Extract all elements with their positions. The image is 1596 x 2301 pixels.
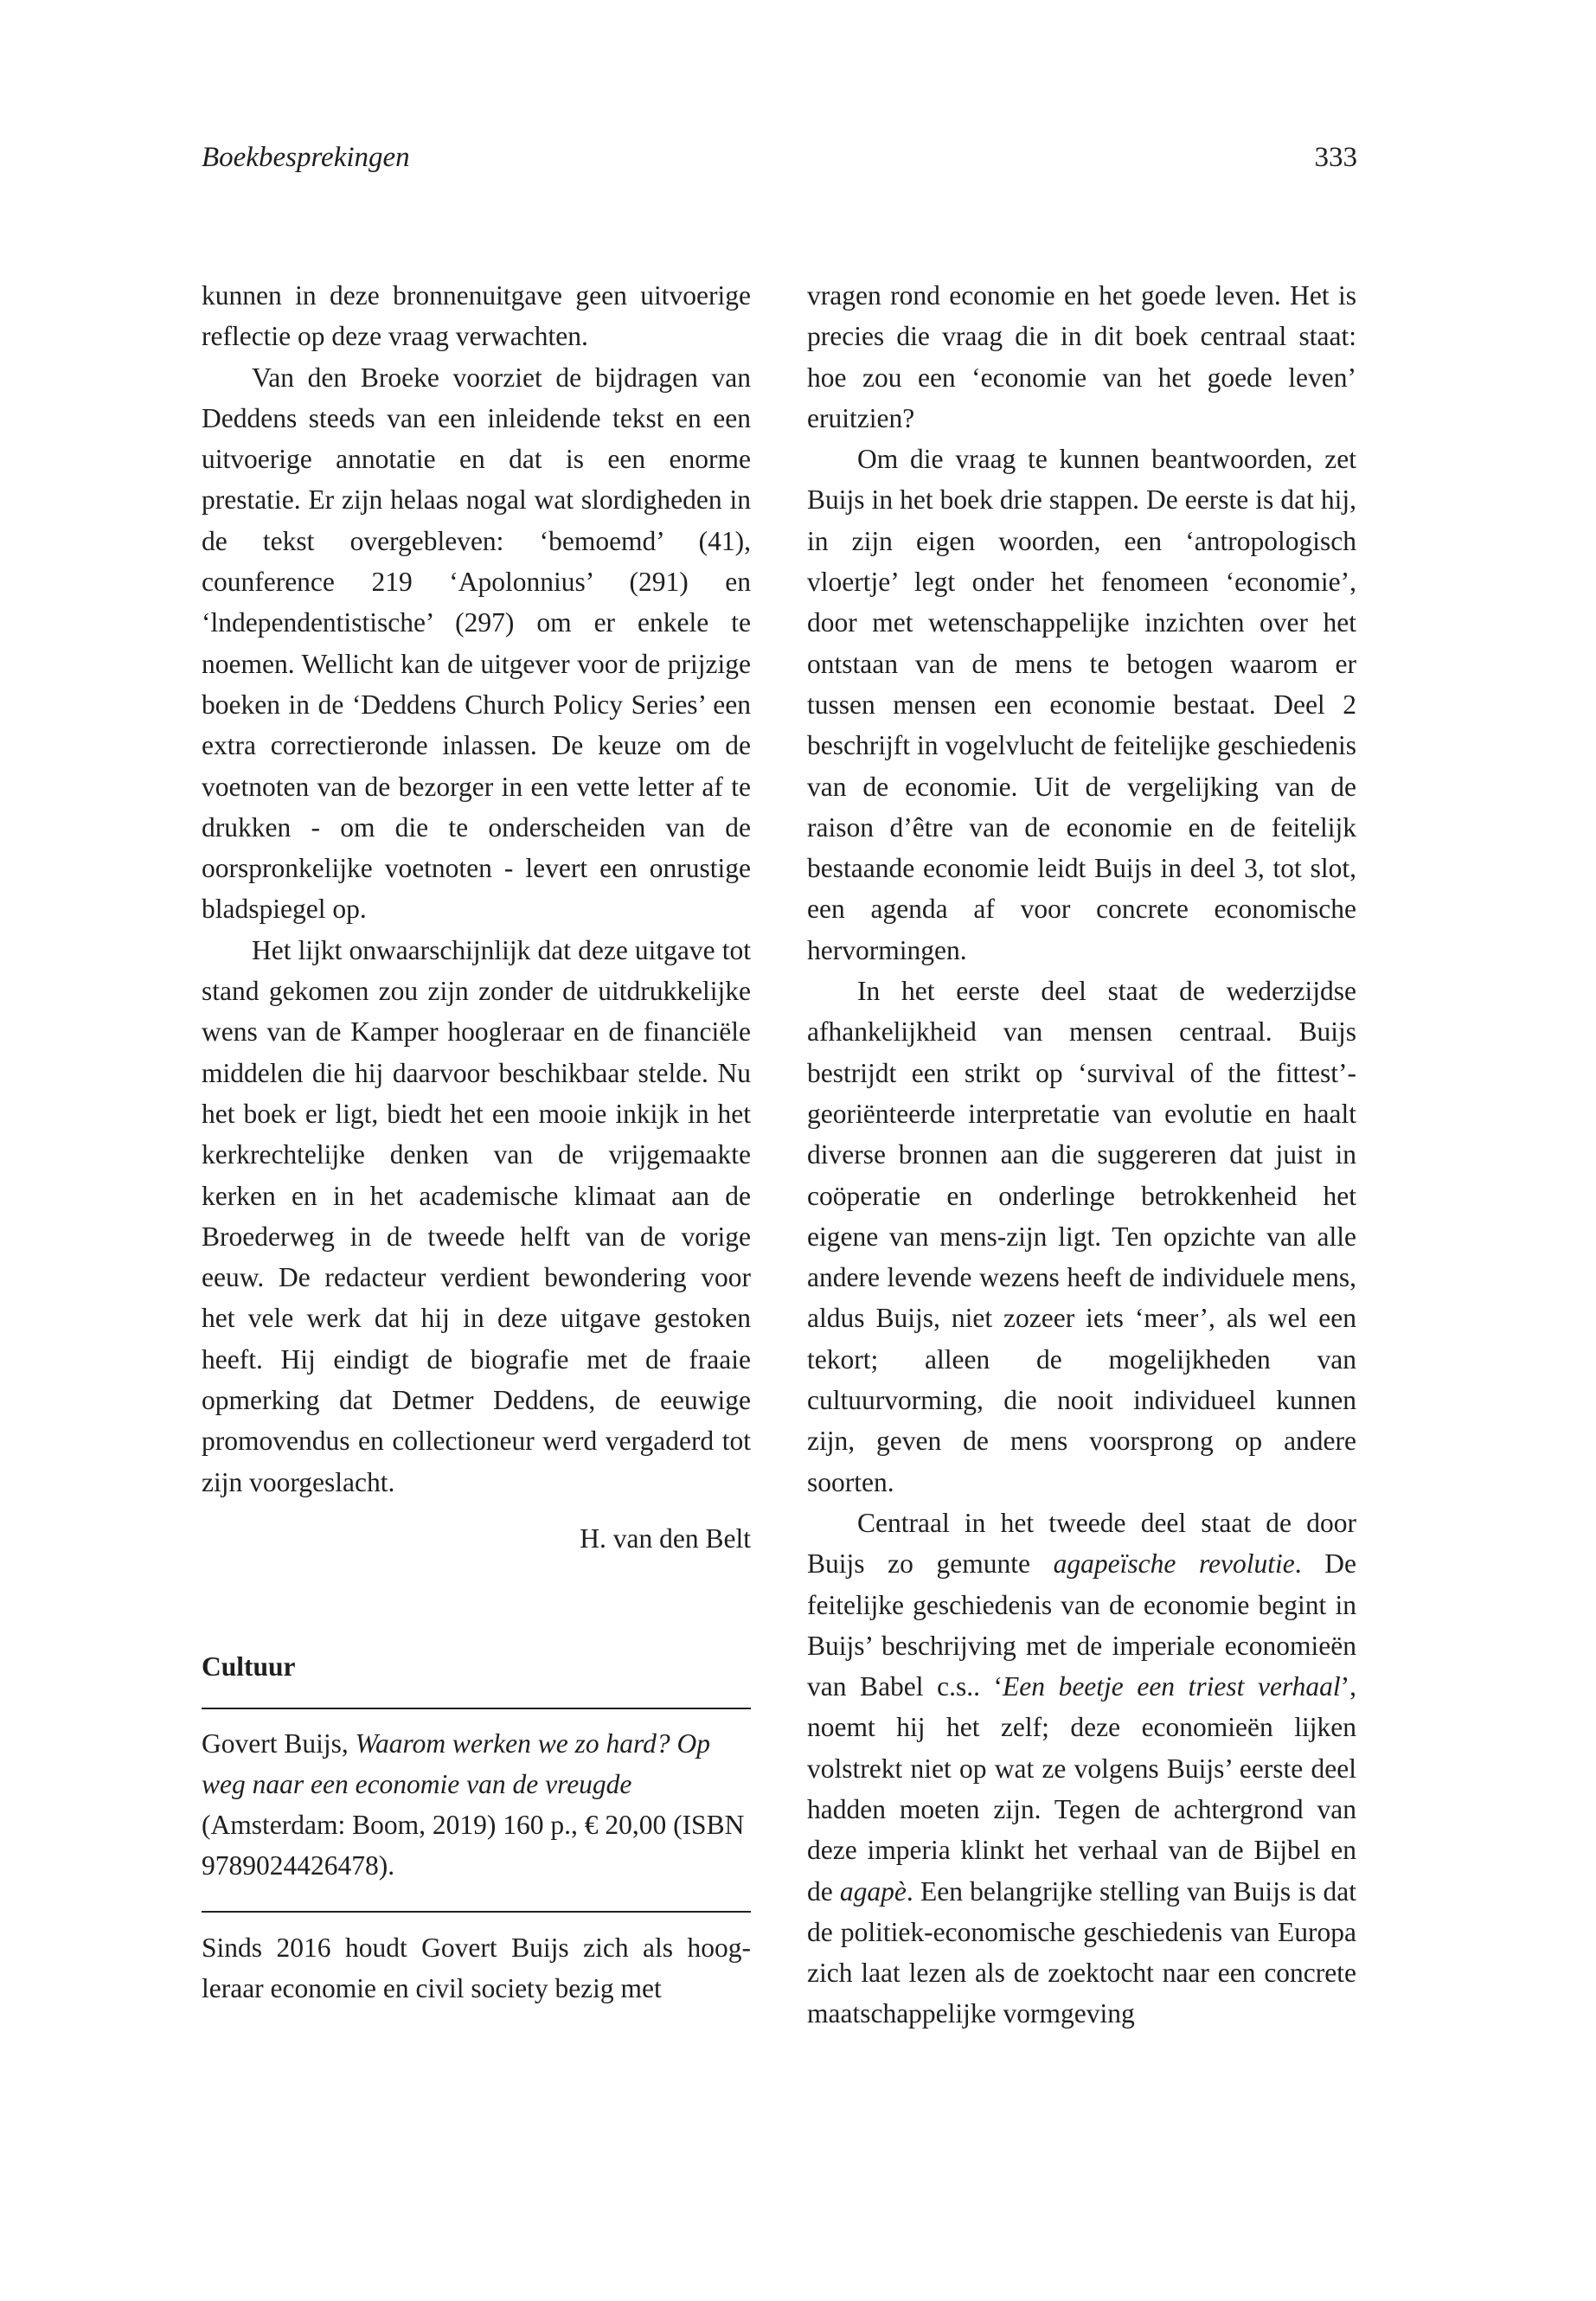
text-run: ’, noemt hij het zelf; deze economieën lijken volstrekt niet op wat ze volgens Buijs’ eerste deel hadden moeten zijn. Tegen de achtergrond van deze imperia klinkt het verhaal van de Bijbel en de [807, 1671, 1356, 1907]
running-title: Boekbesprekingen [202, 142, 410, 173]
paragraph: kunnen in deze bronnenuitgave geen uitvoerige reflectie op deze vraag verwachten. [202, 280, 751, 352]
book-title: Waarom werken we zo hard? Op weg naar een economie van de vreugde [202, 1727, 710, 1799]
paragraph: Om die vraag te kunnen beantwoorden, zet Buijs in het boek drie stappen. De eerste is dat hij, in zijn eigen woorden, een ‘antropologisch vloertje’ legt onder het fenomeen ‘economie’, door met wetenschappelijke inzichten over het ontstaan van de mens te betogen waarom er tussen mensen een economie bestaat. Deel 2 beschrijft in vogelvlucht de feitelijke geschiedenis van de economie. Uit de vergelijking van de raison d’être van de economie en de feitelijk bestaande economie leidt Buijs in deel 3, tot slot, een agenda af voor concrete economische hervormingen. [807, 444, 1356, 965]
italic-quote: Een beetje een triest verhaal [1003, 1671, 1341, 1702]
paragraph: vragen rond economie en het goede leven. Het is precies die vraag die in dit boek centraal staat: hoe zou een ‘economie van het goede leven’ eruitzien? [807, 280, 1356, 433]
paragraph: Van den Broeke voorziet de bijdragen van Deddens steeds van een inleidende tekst en een uitvoerige annotatie en dat is een enorme prestatie. Er zijn helaas nogal wat slordigheden in de tekst overgebleven: ‘bemoemd’ (41), counference 219 ‘Apolonnius’ (291) en ‘lndependentistische’ (297) om er enkele te noemen. Wellicht kan de uitgever voor de prijzige boeken in de ‘Deddens Church Policy Series’ een extra correctieronde inlassen. De keuze om de voetnoten van de bezorger in een vette letter af te drukken - om die te onderscheiden van de oorspronkelijke voetnoten - levert een onrustige bladspiegel op. [202, 362, 751, 925]
italic-term: agapeïsche revolutie [1053, 1548, 1295, 1580]
left-column [202, 275, 751, 2009]
page-number: 333 [1314, 142, 1357, 173]
book-publication: (Amsterdam: Boom, 2019) 160 p., € 20,00 (ISBN 9789024426478). [202, 1810, 745, 1881]
italic-term: agapè [839, 1875, 907, 1907]
text-run: . De feitelijke geschiedenis van de economie begint in Buijs’ beschrijving met de imperiale economieën van Babel c.s.. ‘ [807, 1548, 1356, 1702]
text-run: . Een belangrijke stelling van Buijs is dat de politiek-economische geschiedenis van Europa zich laat lezen als de zoektocht naar een concrete maatschappelijke vormgeving [807, 1875, 1356, 2029]
reviewer-signature: H. van den Belt [580, 1522, 751, 1554]
book-author: Govert Buijs, [202, 1727, 356, 1759]
text-run: Centraal in het tweede deel staat de door Buijs zo gemunte [807, 1507, 1356, 1580]
book-reference [202, 1709, 751, 1911]
paragraph: In het eerste deel staat de wederzijdse afhankelijkheid van mensen centraal. Buijs bestrijdt een strikt op ‘survival of the fittest’-georiënteerde interpretatie van evolutie en haalt diverse bronnen aan die suggereren dat juist in coöperatie en onderlinge betrokkenheid het eigene van mens-zijn ligt. Ten opzichte van alle andere levende wezens heeft de individuele mens, aldus Buijs, niet zozeer iets ‘meer’, als wel een tekort; alleen de mogelijkheden van cultuurvorming, die nooit individueel kunnen zijn, geven de mens voorsprong op andere soorten. [807, 976, 1356, 1497]
section-heading: Cultuur [202, 1651, 296, 1682]
paragraph: Het lijkt onwaarschijnlijk dat deze uitgave tot stand gekomen zou zijn zonder de uitdrukkelijke wens van de Kamper hoogleraar en de financiële middelen die hij daarvoor beschikbaar stelde. Nu het boek er ligt, biedt het een mooie inkijk in het kerkrechtelijke denken van de vrijgemaakte kerken en in het academische klimaat aan de Broederweg in de tweede helft van de vorige eeuw. De redacteur verdient bewondering voor het vele werk dat hij in deze uitgave gestoken heeft. Hij eindigt de biografie met de fraaie opmerking dat Detmer Deddens, de eeuwige promovendus en collectioneur werd vergaderd tot zijn voorgeslacht. [202, 934, 751, 1497]
paragraph: Sinds 2016 houdt Govert Buijs zich als hoogleraar economie en civil society bezig met [202, 1932, 751, 2003]
paragraph [807, 1503, 1356, 2035]
right-column [807, 275, 1356, 2035]
